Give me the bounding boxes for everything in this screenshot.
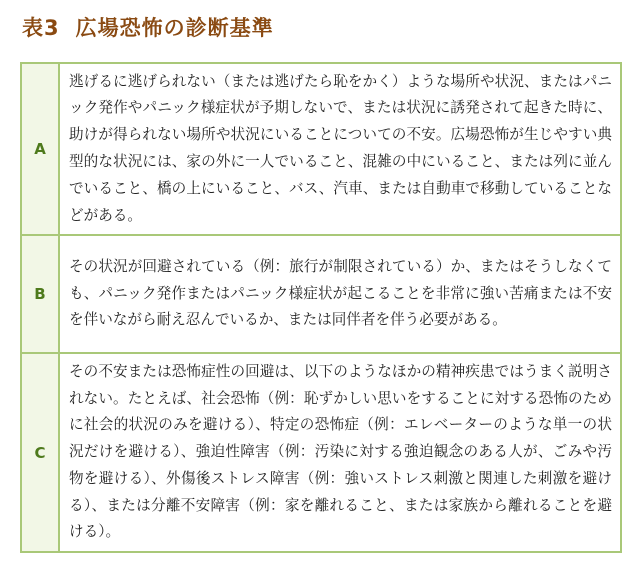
diagnostic-criteria-table [20, 62, 622, 553]
criterion-label-a: A [21, 63, 59, 235]
criterion-label-c: C [21, 353, 59, 552]
criterion-row-c [21, 353, 621, 552]
table-number: 表3 [22, 16, 60, 40]
criterion-text-c: その不安または恐怖症性の回避は、以下のようなほかの精神疾患ではうまく説明されない。たとえば、社会恐怖（例：恥ずかしい思いをすることに対する恐怖のために社会的状況のみを避ける）、特定の恐怖症（例：エレベーターのような単一の状況だけを避ける）、強迫性障害（例：汚染に対する強迫観念のある人が、ごみや汚物を避ける）、外傷後ストレス障害（例：強いストレス刺激と関連した刺激を避ける）、または分離不安障害（例：家を離れること、または家族から離れることを避ける）。 [59, 353, 621, 552]
criterion-row-b [21, 235, 621, 353]
page-title [22, 12, 274, 42]
criterion-label-b: B [21, 235, 59, 353]
criterion-row-a [21, 63, 621, 235]
table-title-text: 広場恐怖の診断基準 [75, 16, 274, 40]
criterion-text-a: 逃げるに逃げられない（または逃げたら恥をかく）ような場所や状況、またはパニック発作やパニック様症状が予期しないで、または状況に誘発されて起きた時に、助けが得られない場所や状況にいることについての不安。広場恐怖が生じやすい典型的な状況には、家の外に一人でいること、混雑の中にいること、または列に並んでいること、橋の上にいること、バス、汽車、または自動車で移動していることなどがある。 [59, 63, 621, 235]
criterion-text-b: その状況が回避されている（例：旅行が制限されている）か、またはそうしなくても、パニック発作またはパニック様症状が起こることを非常に強い苦痛または不安を伴いながら耐え忍んでいるか、または同伴者を伴う必要がある。 [59, 235, 621, 353]
